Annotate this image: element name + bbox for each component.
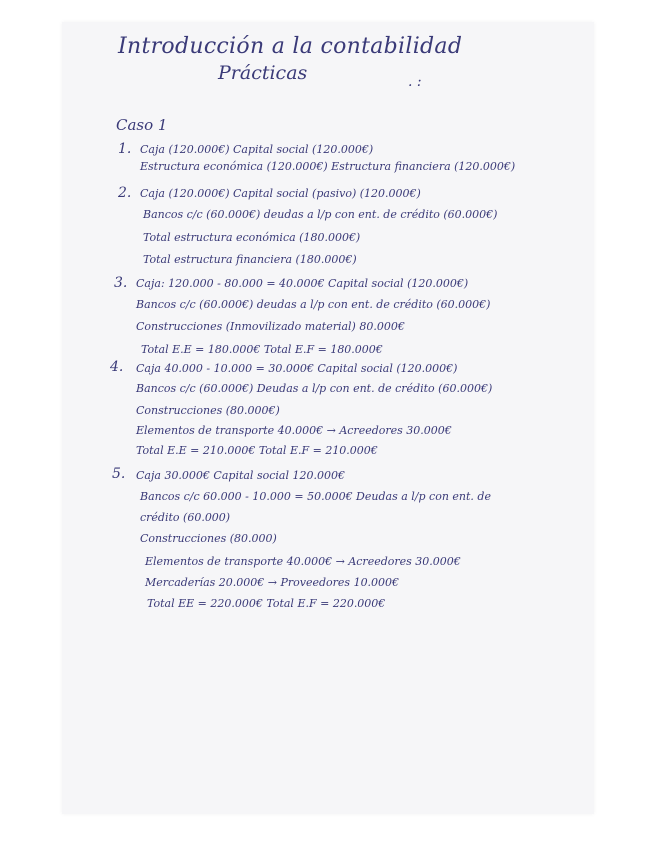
item-number: 4.	[110, 359, 124, 375]
item-line: Caja (120.000€) Capital social (120.000€)	[140, 143, 374, 156]
item-line: Elementos de transporte 40.000€ → Acreedores 30.000€	[145, 555, 461, 568]
paper-sheet	[62, 22, 594, 814]
item-line: Caja 40.000 - 10.000 = 30.000€ Capital social (120.000€)	[136, 362, 458, 375]
ink-dots: . :	[408, 74, 422, 90]
item-line: Construcciones (80.000)	[140, 532, 277, 545]
item-number: 2.	[118, 185, 132, 201]
item-line: Caja: 120.000 - 80.000 = 40.000€ Capital social (120.000€)	[136, 277, 469, 290]
item-number: 3.	[114, 275, 128, 291]
item-line: Total E.E = 210.000€ Total E.F = 210.000€	[136, 444, 378, 457]
item-line: Total estructura económica (180.000€)	[143, 231, 361, 244]
item-line: Mercaderías 20.000€ → Proveedores 10.000€	[145, 576, 400, 589]
item-line: Bancos c/c (60.000€) Deudas a l/p con ent. de crédito (60.000€)	[136, 382, 493, 395]
page-title: Introducción a la contabilidad	[118, 34, 463, 59]
item-line: Construcciones (80.000€)	[136, 404, 280, 417]
item-number: 1.	[118, 141, 132, 157]
case-title: Caso 1	[116, 116, 168, 134]
item-line: Total E.E = 180.000€ Total E.F = 180.000€	[141, 343, 383, 356]
item-line: Estructura económica (120.000€) Estructura financiera (120.000€)	[140, 160, 516, 173]
item-line: Bancos c/c (60.000€) deudas a l/p con ent. de crédito (60.000€)	[136, 298, 491, 311]
page-subtitle: Prácticas	[218, 62, 308, 84]
item-line: crédito (60.000)	[140, 511, 231, 524]
item-line: Caja (120.000€) Capital social (pasivo) (120.000€)	[140, 187, 421, 200]
item-line: Total EE = 220.000€ Total E.F = 220.000€	[147, 597, 386, 610]
item-line: Total estructura financiera (180.000€)	[143, 253, 357, 266]
item-line: Caja 30.000€ Capital social 120.000€	[136, 469, 345, 482]
item-line: Elementos de transporte 40.000€ → Acreedores 30.000€	[136, 424, 452, 437]
item-line: Bancos c/c 60.000 - 10.000 = 50.000€ Deudas a l/p con ent. de	[140, 490, 491, 503]
item-line: Construcciones (Inmovilizado material) 80.000€	[136, 320, 405, 333]
item-number: 5.	[112, 466, 126, 482]
item-line: Bancos c/c (60.000€) deudas a l/p con ent. de crédito (60.000€)	[143, 208, 498, 221]
